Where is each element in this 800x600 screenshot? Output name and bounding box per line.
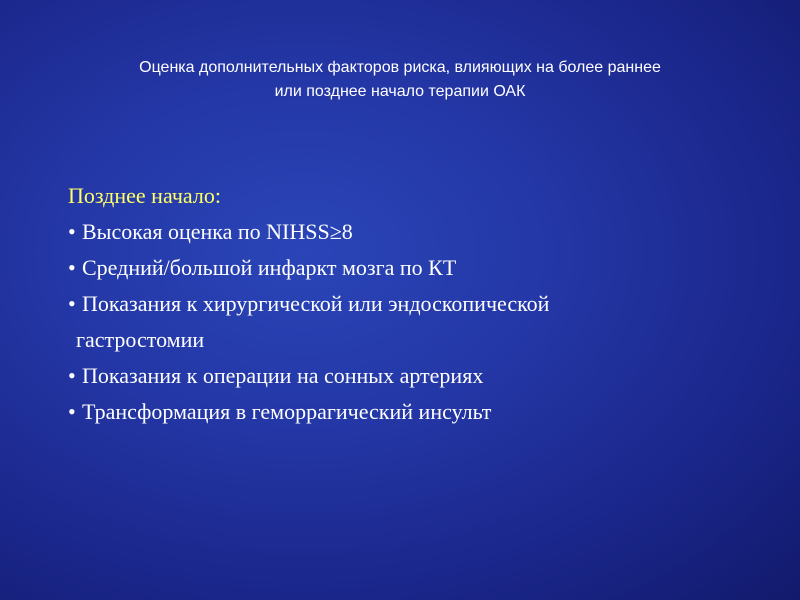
bullet-item-hemorrhagic xyxy=(68,394,768,430)
bullet-item-text: Высокая оценка по NIHSS≥8 xyxy=(82,219,353,244)
bullet-item-text: Трансформация в геморрагический инсульт xyxy=(82,399,492,424)
slide-title-line-2: или позднее начало терапии ОАК xyxy=(274,83,526,100)
bullet-icon: • xyxy=(68,291,76,316)
bullet-item-gastrostomy xyxy=(68,286,768,322)
bullet-icon: • xyxy=(68,255,76,280)
bullet-item-text: Показания к операции на сонных артериях xyxy=(82,363,484,388)
subheading: Позднее начало: xyxy=(68,183,221,208)
bullet-item-gastrostomy-continuation xyxy=(68,322,768,358)
bullet-item-nihss xyxy=(68,214,768,250)
bullet-item-infarct xyxy=(68,250,768,286)
bullet-item-text: Показания к хирургической или эндоскопической xyxy=(82,291,550,316)
slide-title-line-1: Оценка дополнительных факторов риска, влияющих на более раннее xyxy=(139,59,661,76)
bullet-item-text: гастростомии xyxy=(76,327,205,352)
slide-title xyxy=(50,56,750,104)
bullet-item-text: Средний/большой инфаркт мозга по КТ xyxy=(82,255,457,280)
bullet-icon: • xyxy=(68,399,76,424)
slide-content xyxy=(68,178,768,430)
bullet-icon: • xyxy=(68,219,76,244)
bullet-icon: • xyxy=(68,363,76,388)
bullet-item-carotid xyxy=(68,358,768,394)
